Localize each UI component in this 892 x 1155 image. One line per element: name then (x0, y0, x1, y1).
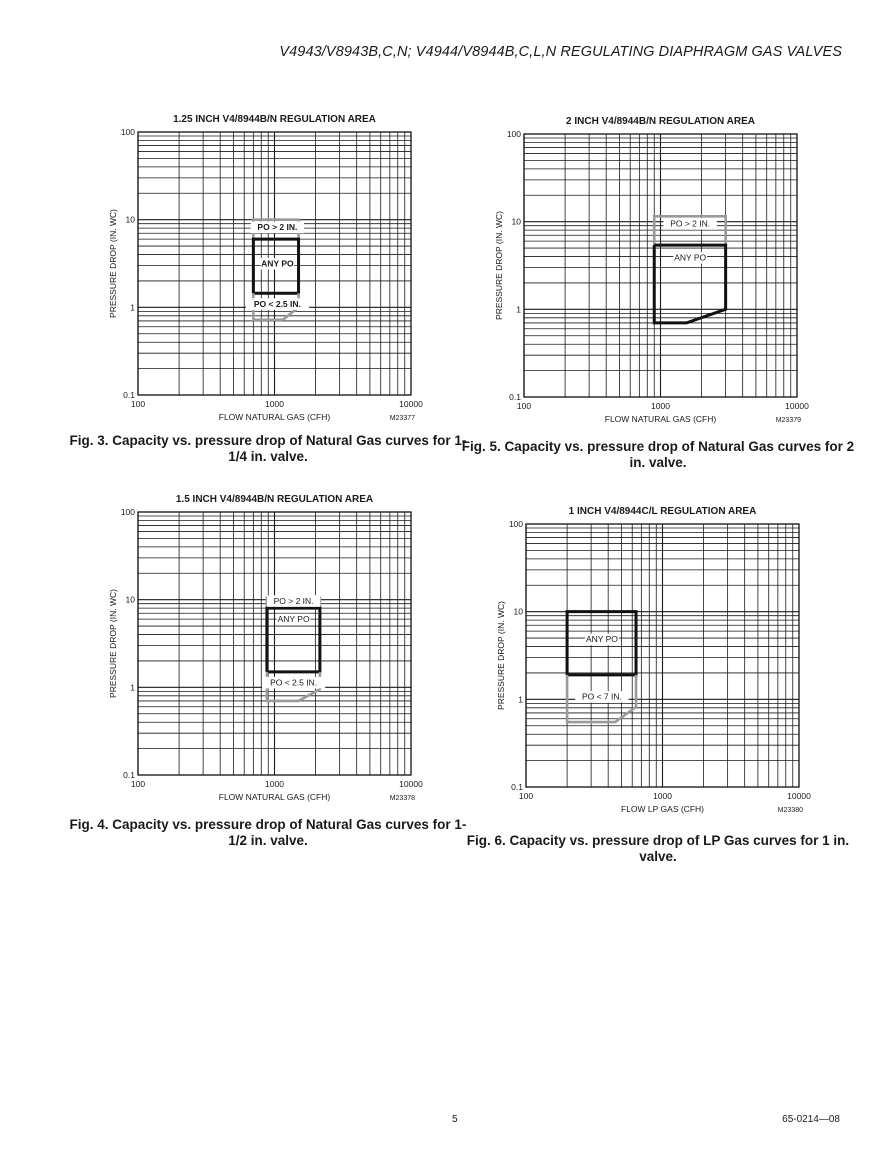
y-axis-label: PRESSURE DROP (IN. WC) (494, 211, 504, 320)
chart-fig3 (92, 110, 512, 440)
y-tick-label: 10 (511, 216, 521, 227)
y-axis-label: PRESSURE DROP (IN. WC) (496, 601, 506, 710)
y-tick-label: 0.1 (511, 782, 523, 792)
x-tick-label: 10000 (399, 399, 423, 409)
figure-id: M23379 (775, 417, 801, 424)
y-tick-label: 0.1 (123, 390, 135, 400)
y-tick-label: 1 (130, 302, 135, 313)
x-tick-label: 10000 (787, 791, 811, 801)
series-label: ANY PO (277, 614, 310, 625)
series-label: PO > 2 IN. (273, 595, 314, 606)
y-tick-label: 100 (508, 519, 523, 529)
x-axis-label: FLOW NATURAL GAS (CFH) (604, 414, 717, 424)
y-tick-label: 0.1 (123, 770, 135, 780)
x-axis-label: FLOW LP GAS (CFH) (621, 804, 704, 814)
x-tick-label: 10000 (399, 779, 423, 789)
y-tick-label: 1 (518, 694, 523, 705)
series-label: PO < 2.5 IN. (270, 677, 318, 688)
x-tick-label: 1000 (265, 779, 284, 789)
x-tick-label: 10000 (785, 401, 809, 411)
x-tick-label: 100 (130, 779, 146, 789)
chart-title: 1.5 INCH V4/8944B/N REGULATION AREA (175, 494, 374, 505)
x-tick-label: 1000 (651, 401, 670, 411)
caption-fig3: Fig. 3. Capacity vs. pressure drop of Natural Gas curves for 1-1/4 in. valve. (69, 433, 467, 464)
y-tick-label: 100 (120, 507, 135, 517)
y-tick-label: 1 (516, 304, 521, 315)
series-label: ANY PO (585, 634, 618, 645)
series-label: PO < 7 IN. (581, 691, 622, 702)
chart-fig5 (478, 112, 892, 442)
series-label: PO > 2 IN. (257, 222, 298, 233)
chart-fig4-svg (92, 490, 512, 820)
y-axis-label: PRESSURE DROP (IN. WC) (108, 589, 118, 698)
y-tick-label: 0.1 (509, 392, 521, 402)
chart-grid (524, 134, 797, 397)
series-label: PO > 2 IN. (670, 218, 711, 229)
x-tick-label: 1000 (265, 399, 284, 409)
figure-id: M23377 (389, 415, 415, 422)
x-tick-label: 100 (518, 791, 534, 801)
chart-fig6-svg (480, 502, 892, 832)
chart-title: 1 INCH V4/8944C/L REGULATION AREA (568, 506, 757, 517)
chart-grid (138, 512, 411, 775)
series-label: ANY PO (261, 258, 294, 269)
y-axis-label: PRESSURE DROP (IN. WC) (108, 209, 118, 318)
page-number: 5 (452, 1114, 458, 1125)
chart-fig5-svg (478, 112, 892, 442)
caption-fig4: Fig. 4. Capacity vs. pressure drop of Natural Gas curves for 1-1/2 in. valve. (69, 817, 467, 848)
y-tick-label: 100 (506, 129, 521, 139)
caption-fig6: Fig. 6. Capacity vs. pressure drop of LP Gas curves for 1 in. valve. (466, 833, 850, 864)
chart-title: 1.25 INCH V4/8944B/N REGULATION AREA (173, 114, 376, 125)
chart-fig6 (480, 502, 892, 832)
chart-fig3-svg (92, 110, 512, 440)
chart-title: 2 INCH V4/8944B/N REGULATION AREA (566, 116, 755, 127)
figure-id: M23380 (777, 807, 803, 814)
x-tick-label: 1000 (653, 791, 672, 801)
chart-fig4 (92, 490, 512, 820)
series-label: PO < 2.5 IN. (253, 298, 301, 309)
y-tick-label: 100 (120, 127, 135, 137)
caption-fig5: Fig. 5. Capacity vs. pressure drop of Natural Gas curves for 2 in. valve. (461, 439, 855, 470)
y-tick-label: 10 (513, 606, 523, 617)
x-axis-label: FLOW NATURAL GAS (CFH) (218, 412, 331, 422)
y-tick-label: 1 (130, 682, 135, 693)
y-tick-label: 10 (125, 214, 135, 225)
document-number: 65-0214—08 (782, 1114, 840, 1125)
x-tick-label: 100 (516, 401, 532, 411)
y-tick-label: 10 (125, 594, 135, 605)
x-axis-label: FLOW NATURAL GAS (CFH) (218, 792, 331, 802)
figure-id: M23378 (389, 795, 415, 802)
page-header-title: V4943/V8943B,C,N; V4944/V8944B,C,L,N REGULATING DIAPHRAGM GAS VALVES (279, 44, 842, 60)
series-label: ANY PO (674, 252, 707, 263)
x-tick-label: 100 (130, 399, 146, 409)
